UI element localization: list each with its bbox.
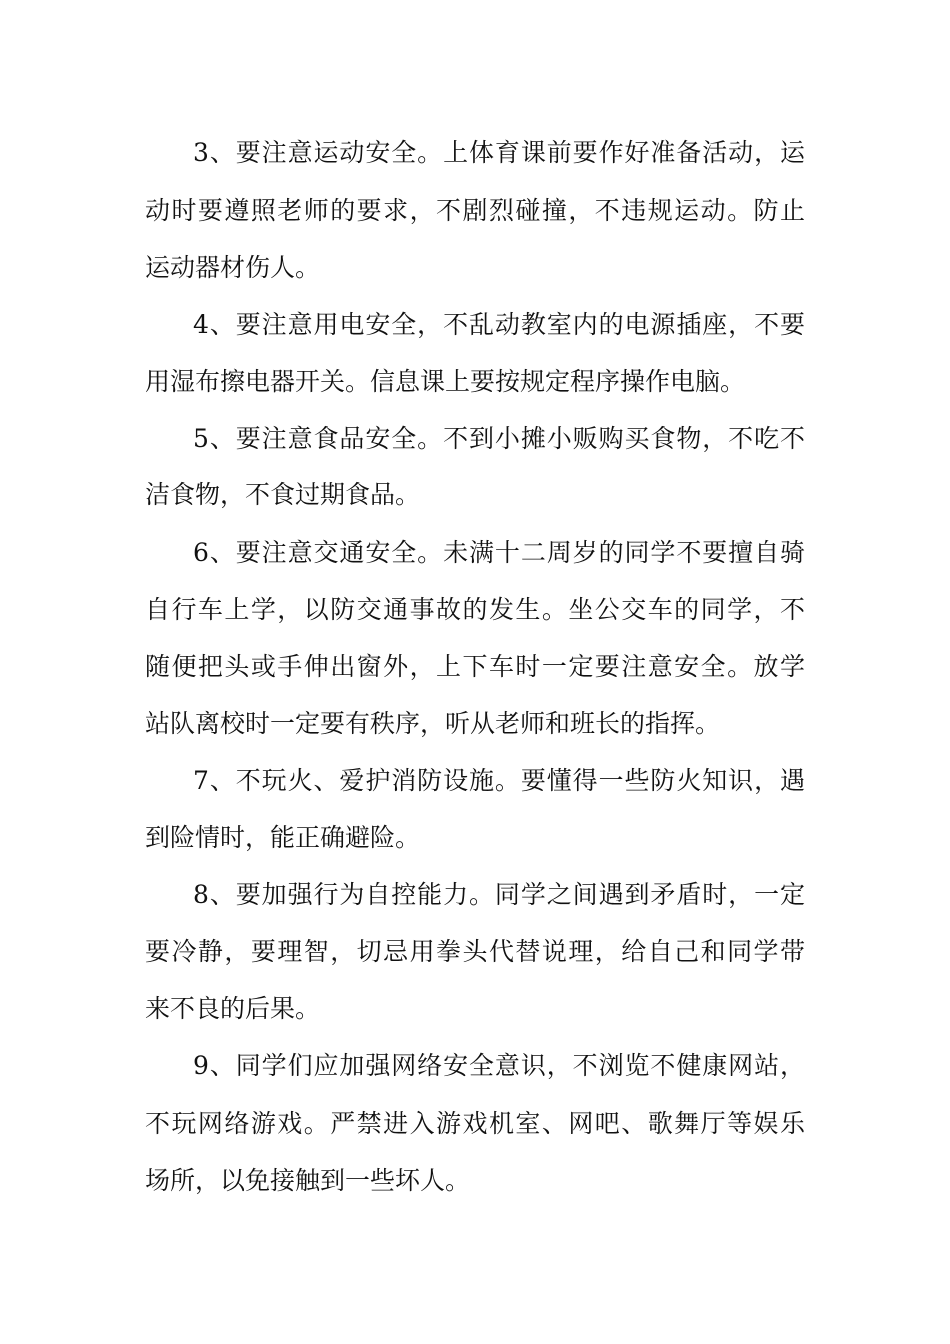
paragraph-8-line-3: 来不良的后果。	[145, 994, 321, 1023]
paragraph-4-line-1: 4、要注意用电安全，不乱动教室内的电源插座，不要	[193, 310, 805, 339]
paragraph-5-line-1: 5、要注意食品安全。不到小摊小贩购买食物，不吃不	[193, 424, 805, 453]
paragraph-4-line-2: 用湿布擦电器开关。信息课上要按规定程序操作电脑。	[145, 367, 746, 396]
paragraph-3-line-2: 动时要遵照老师的要求，不剧烈碰撞，不违规运动。防止	[145, 196, 805, 225]
paragraph-6-line-4: 站队离校时一定要有秩序，听从老师和班长的指挥。	[145, 709, 721, 738]
paragraph-8-line-1: 8、要加强行为自控能力。同学之间遇到矛盾时，一定	[193, 880, 805, 909]
paragraph-6-line-1: 6、要注意交通安全。未满十二周岁的同学不要擅自骑	[193, 538, 805, 567]
paragraph-3-line-3: 运动器材伤人。	[145, 253, 321, 282]
paragraph-9-line-2: 不玩网络游戏。严禁进入游戏机室、网吧、歌舞厅等娱乐	[145, 1109, 805, 1138]
paragraph-8-line-2: 要冷静，要理智，切忌用拳头代替说理，给自己和同学带	[145, 937, 805, 966]
paragraph-3-line-1: 3、要注意运动安全。上体育课前要作好准备活动，运	[193, 138, 805, 167]
paragraph-7-line-1: 7、不玩火、爱护消防设施。要懂得一些防火知识，遇	[193, 766, 805, 795]
paragraph-7-line-2: 到险情时，能正确避险。	[145, 823, 421, 852]
paragraph-9-line-3: 场所，以免接触到一些坏人。	[145, 1166, 471, 1195]
paragraph-6-line-3: 随便把头或手伸出窗外，上下车时一定要注意安全。放学	[145, 652, 805, 681]
paragraph-6-line-2: 自行车上学，以防交通事故的发生。坐公交车的同学，不	[145, 595, 805, 624]
paragraph-9-line-1: 9、同学们应加强网络安全意识，不浏览不健康网站，	[193, 1051, 805, 1080]
paragraph-5-line-2: 洁食物，不食过期食品。	[145, 480, 421, 509]
